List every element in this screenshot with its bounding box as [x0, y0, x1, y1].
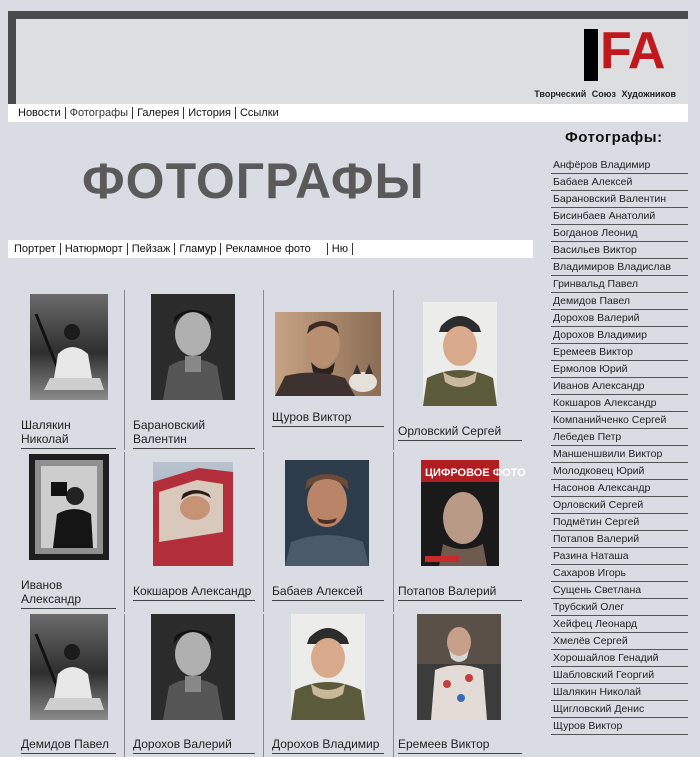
photographer-link[interactable]: Гринвальд Павел [551, 276, 688, 293]
grid-divider [393, 452, 394, 612]
photographer-link[interactable]: Разина Наташа [551, 548, 688, 565]
photographer-link[interactable]: Ермолов Юрий [551, 361, 688, 378]
photographer-caption[interactable]: Бабаев Алексей [272, 584, 384, 601]
photographer-caption[interactable]: Потапов Валерий [398, 584, 522, 601]
logo-letter-i [584, 29, 598, 81]
photographer-caption[interactable]: Дорохов Владимир [272, 737, 384, 754]
photographer-link[interactable]: Молодковец Юрий [551, 463, 688, 480]
photographer-link[interactable]: Хорошайлов Генадий [551, 650, 688, 667]
photographer-link[interactable]: Потапов Валерий [551, 531, 688, 548]
photographer-link[interactable]: Барановский Валентин [551, 191, 688, 208]
nav-links[interactable]: Ссылки [239, 107, 279, 119]
genre-advertising[interactable]: Рекламное фото [223, 243, 327, 255]
photographer-link[interactable]: Маншеншвили Виктор [551, 446, 688, 463]
main-navigation [8, 104, 688, 122]
man-portrait-photo [151, 614, 235, 720]
photographer-caption[interactable]: Дорохов Валерий [133, 737, 255, 754]
genre-glamour[interactable]: Гламур [177, 243, 221, 255]
photographer-link[interactable]: Богданов Леонид [551, 225, 688, 242]
photographer-link[interactable]: Бисинбаев Анатолий [551, 208, 688, 225]
photographer-link[interactable]: Хейфец Леонард [551, 616, 688, 633]
photographer-link[interactable]: Кокшаров Александр [551, 395, 688, 412]
photographer-link[interactable]: Орловский Сергей [551, 497, 688, 514]
photographer-caption[interactable]: Еремеев Виктор [398, 737, 522, 754]
grid-divider [393, 614, 394, 757]
photo-dorokhov-vladimir[interactable] [291, 614, 365, 720]
genre-nude[interactable]: Ню [330, 243, 353, 255]
photographer-link[interactable]: Еремеев Виктор [551, 344, 688, 361]
svg-text:ЦИФРОВОЕ ФОТО: ЦИФРОВОЕ ФОТО [425, 467, 526, 479]
photographer-caption[interactable]: Шалякин Николай [21, 418, 116, 449]
nav-photographers[interactable]: Фотографы [66, 107, 133, 119]
photographer-link[interactable]: Подмётин Сергей [551, 514, 688, 531]
genre-landscape[interactable]: Пейзаж [130, 243, 176, 255]
photographer-caption[interactable]: Демидов Павел [21, 737, 116, 754]
grid-divider [393, 290, 394, 450]
nav-news[interactable]: Новости [14, 107, 66, 119]
photographer-link[interactable]: Сущень Светлана [551, 582, 688, 599]
photographer-link[interactable]: Лебедев Петр [551, 429, 688, 446]
photographer-link[interactable]: Компанийченко Сергей [551, 412, 688, 429]
photographer-link[interactable]: Анфёров Владимир [551, 157, 688, 174]
photo-ivanov[interactable] [29, 454, 109, 560]
photographer-list [551, 157, 688, 735]
photo-potapov[interactable] [421, 460, 526, 566]
grid-divider [263, 614, 264, 757]
nav-gallery[interactable]: Галерея [133, 107, 184, 119]
photographer-link[interactable]: Владимиров Владислав [551, 259, 688, 276]
man-in-car-photo [153, 462, 233, 566]
photographer-link[interactable]: Васильев Виктор [551, 242, 688, 259]
photographer-link[interactable]: Шабловский Георгий [551, 667, 688, 684]
photographer-link[interactable]: Дорохов Валерий [551, 310, 688, 327]
photographer-caption[interactable]: Иванов Александр [21, 578, 116, 609]
photographer-link[interactable]: Демидов Павел [551, 293, 688, 310]
photographer-gallery [15, 290, 530, 757]
photographer-link[interactable]: Иванов Александр [551, 378, 688, 395]
photo-shchurov[interactable] [275, 312, 381, 396]
photographer-link[interactable]: Насонов Александр [551, 480, 688, 497]
man-with-cat-photo [275, 312, 381, 396]
photographer-link[interactable]: Сахаров Игорь [551, 565, 688, 582]
photo-babaev[interactable] [285, 460, 369, 566]
logo-text: FA [600, 22, 665, 80]
photo-orlovsky[interactable] [423, 302, 497, 406]
seated-man-with-rifle-photo [30, 614, 108, 720]
photo-dorokhov-valery[interactable] [151, 614, 235, 720]
seated-man-with-rifle-photo [30, 294, 108, 400]
photographer-link[interactable]: Бабаев Алексей [551, 174, 688, 191]
genre-portrait[interactable]: Портрет [12, 243, 61, 255]
photographer-link[interactable]: Хмелёв Сергей [551, 633, 688, 650]
photographer-caption[interactable]: Кокшаров Александр [133, 584, 255, 601]
nav-history[interactable]: История [184, 107, 236, 119]
sidebar-title: Фотографы: [565, 129, 663, 146]
photographer-caption[interactable]: Барановский Валентин [133, 418, 255, 449]
genre-still-life[interactable]: Натюрморт [63, 243, 128, 255]
site-header [8, 11, 688, 106]
grid-divider [263, 290, 264, 450]
site-tagline: Творческий Союз Художников [534, 89, 676, 99]
page-title: ФОТОГРАФЫ [82, 153, 425, 209]
grid-divider [124, 290, 125, 450]
photographer-link[interactable]: Шалякин Николай [551, 684, 688, 701]
photographer-link[interactable]: Щигловский Денис [551, 701, 688, 718]
grid-divider [124, 614, 125, 757]
genre-navigation [8, 240, 533, 258]
photo-baranovsky[interactable] [151, 294, 235, 400]
man-in-floral-shirt-photo [417, 614, 501, 720]
ifa-logo[interactable] [584, 22, 674, 81]
photographer-link[interactable]: Дорохов Владимир [551, 327, 688, 344]
photo-koksharov[interactable] [153, 462, 233, 566]
photographer-link[interactable]: Щуров Виктор [551, 718, 688, 735]
grid-divider [263, 452, 264, 612]
photographer-with-camera-photo [29, 454, 109, 560]
man-portrait-photo [151, 294, 235, 400]
man-portrait-photo [285, 460, 369, 566]
photo-demidov[interactable] [30, 614, 108, 720]
photo-shalyakin[interactable] [30, 294, 108, 400]
grid-divider [124, 452, 125, 612]
magazine-cover-photo [421, 460, 526, 566]
photographer-link[interactable]: Трубский Олег [551, 599, 688, 616]
photographer-caption[interactable]: Орловский Сергей [398, 424, 522, 441]
photographer-caption[interactable]: Щуров Виктор [272, 410, 384, 427]
man-in-cap-photo [423, 302, 497, 406]
man-in-cap-photo [291, 614, 365, 720]
photo-eremeev[interactable] [417, 614, 501, 720]
